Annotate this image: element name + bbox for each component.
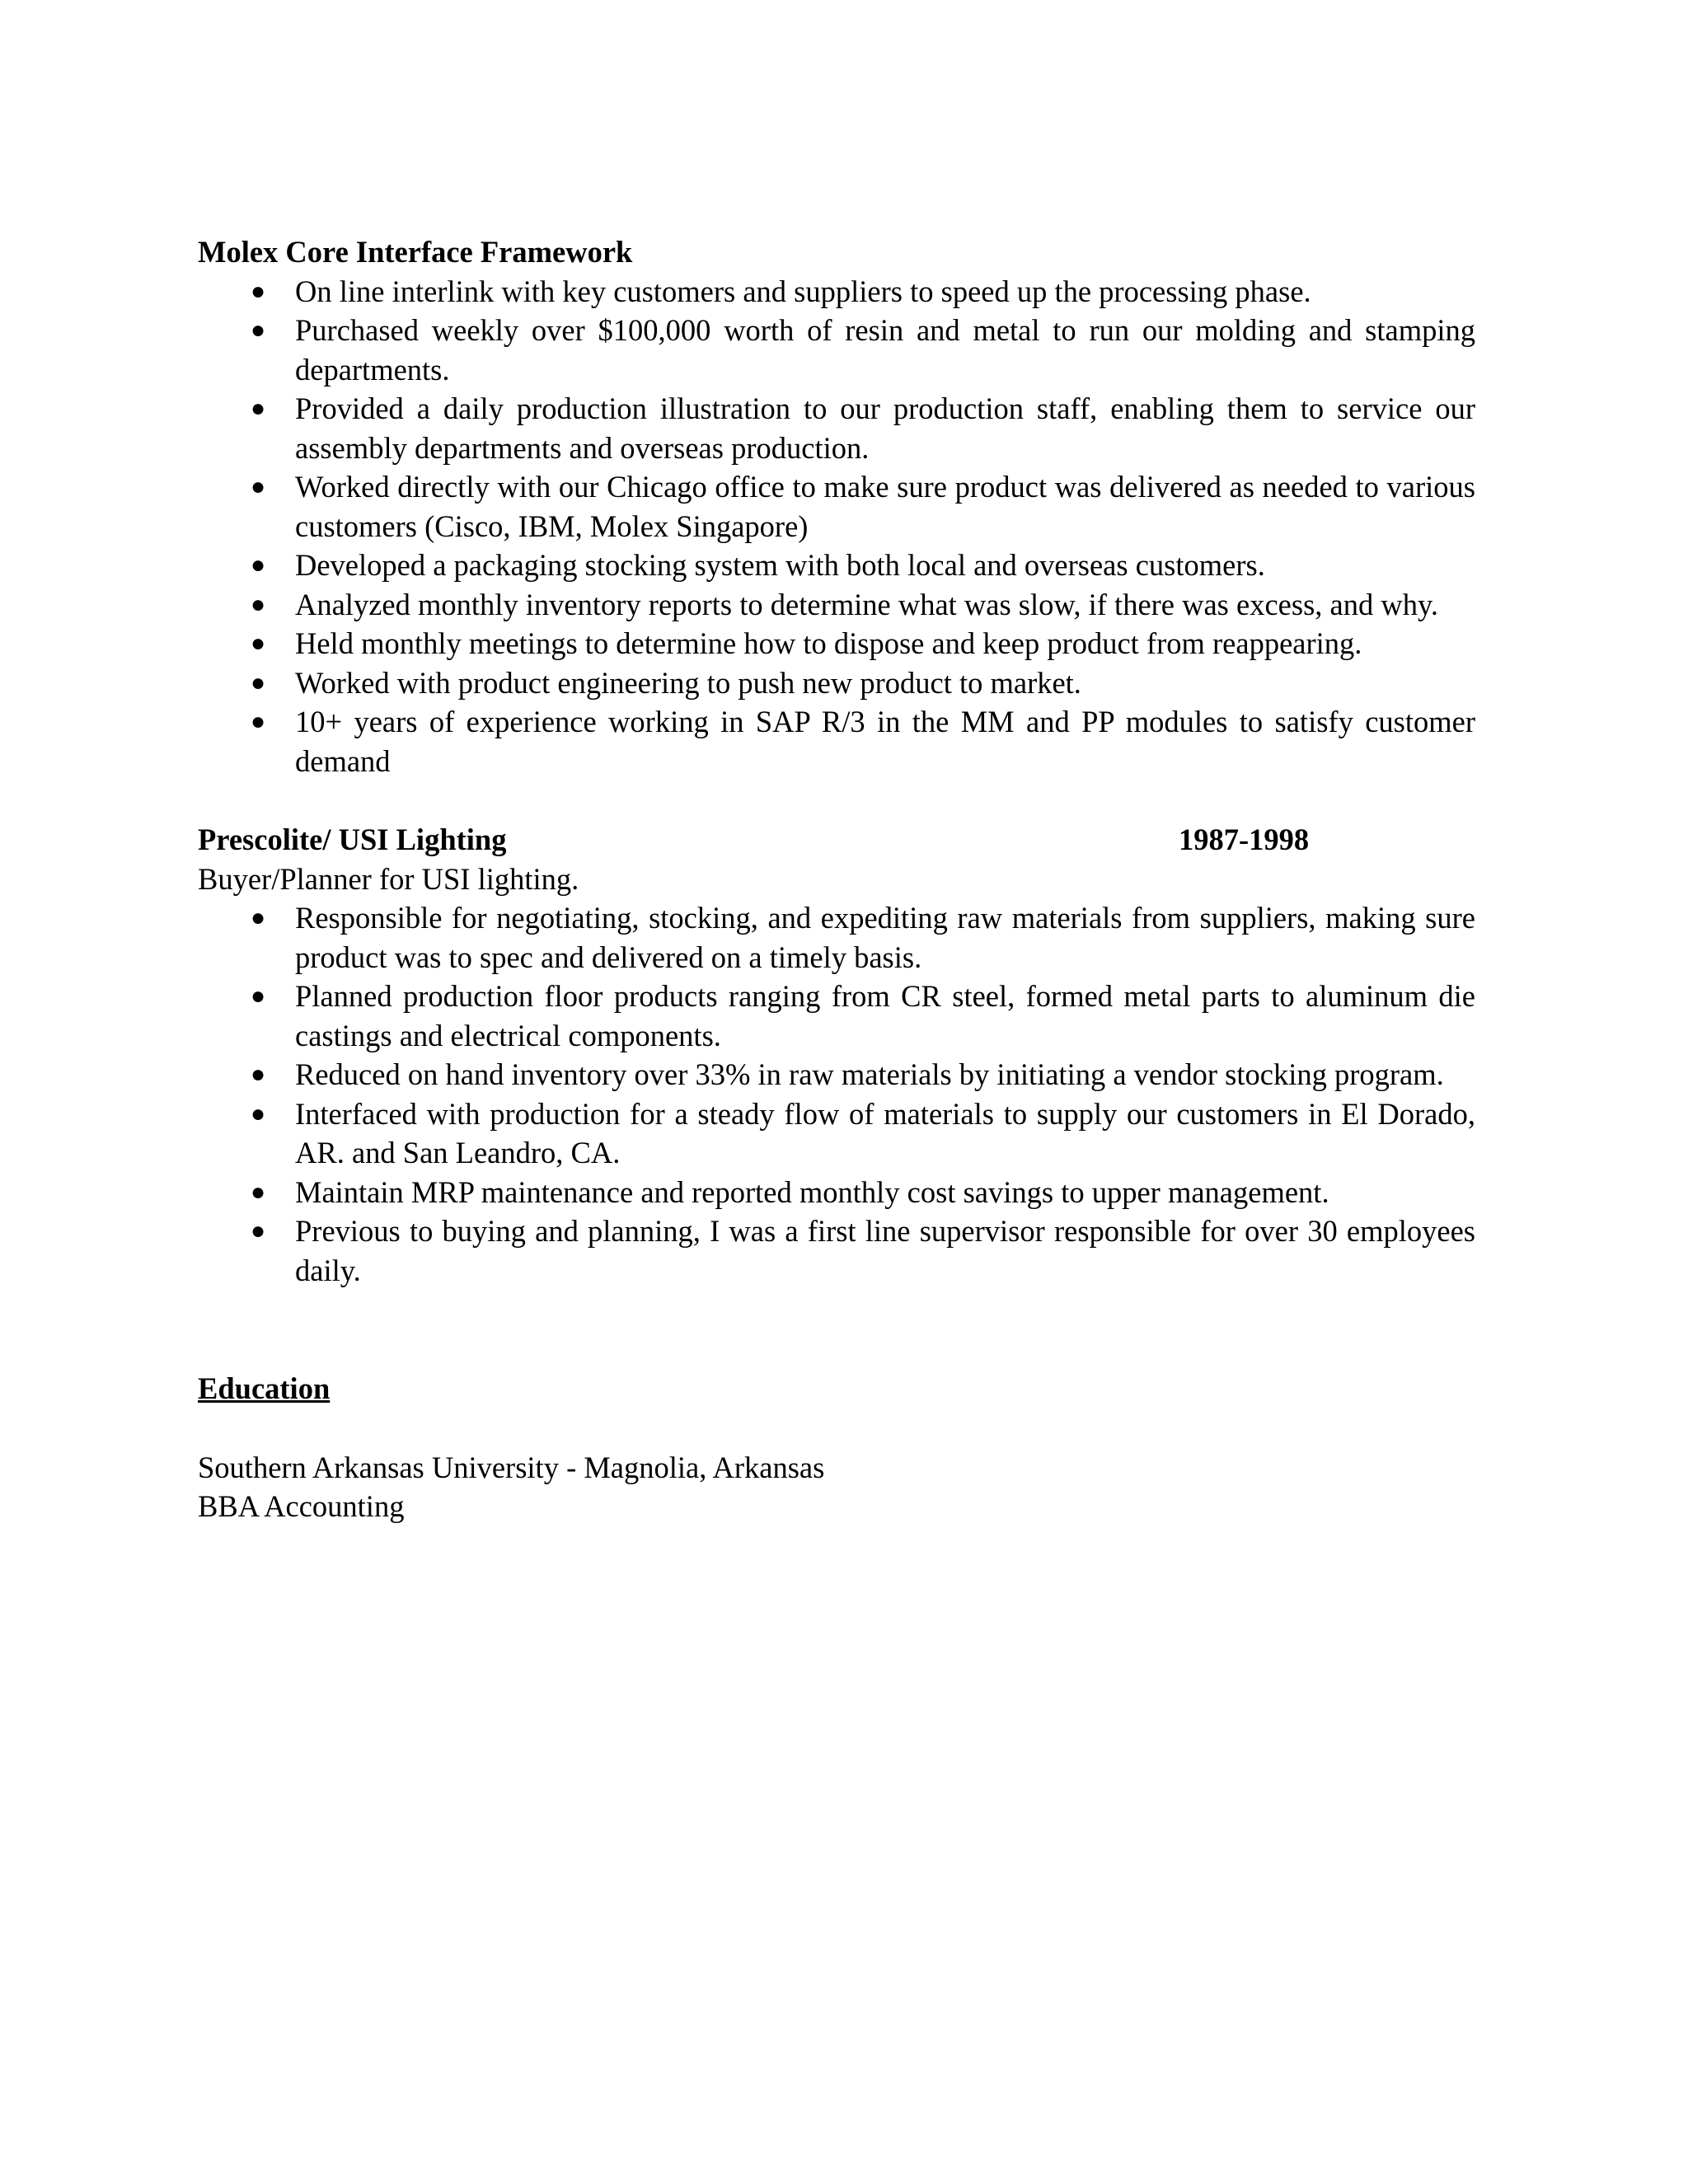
bullet-text: Purchased weekly over $100,000 worth of resin and metal to run our molding and stamping departments.: [295, 313, 1475, 387]
list-item: [198, 1055, 1475, 1094]
bullet-text: Interfaced with production for a steady flow of materials to supply our customers in El Dorado, AR. and San Leandro, CA.: [295, 1096, 1475, 1169]
bullet-icon: ●: [251, 1178, 266, 1206]
bullet-icon: ●: [251, 473, 266, 500]
bullet-text: Developed a packaging stocking system with both local and overseas customers.: [295, 548, 1265, 582]
bullet-icon: ●: [251, 1061, 266, 1088]
section-spacer: [198, 1408, 1475, 1448]
list-item: [198, 977, 1475, 1055]
bullet-icon: ●: [251, 1099, 266, 1127]
molex-bullet-list: [198, 272, 1475, 781]
prescolite-bullet-list: [198, 898, 1475, 1290]
bullet-text: 10+ years of experience working in SAP R/3 in the MM and PP modules to satisfy customer demand: [295, 705, 1475, 778]
bullet-icon: ●: [251, 395, 266, 422]
bullet-text: Responsible for negotiating, stocking, and expediting raw materials from suppliers, making sure product was to spec and delivered on a timely basis.: [295, 901, 1475, 974]
prescolite-years: 1987-1998: [1179, 823, 1310, 856]
section-spacer: [198, 1290, 1475, 1369]
list-item: [198, 467, 1475, 546]
bullet-text: Worked with product engineering to push new product to market.: [295, 665, 1081, 700]
bullet-icon: ●: [251, 630, 266, 657]
bullet-icon: ●: [251, 590, 266, 618]
list-item: [198, 663, 1475, 703]
list-item: [198, 585, 1475, 625]
bullet-text: Previous to buying and planning, I was a first line supervisor responsible for over 30 employees daily.: [295, 1214, 1475, 1287]
list-item: [198, 624, 1475, 663]
bullet-text: Planned production floor products ranging from CR steel, formed metal parts to aluminum die castings and electrical components.: [295, 979, 1475, 1052]
prescolite-role: Buyer/Planner for USI lighting.: [198, 861, 579, 896]
bullet-icon: ●: [251, 982, 266, 1010]
bullet-icon: ●: [251, 316, 266, 344]
bullet-text: Held monthly meetings to determine how to dispose and keep product from reappearing.: [295, 626, 1362, 660]
bullet-icon: ●: [251, 1217, 266, 1244]
education-degree: BBA Accounting: [198, 1489, 405, 1523]
list-item: [198, 1173, 1475, 1212]
education-heading: Education: [198, 1371, 331, 1405]
prescolite-heading: [198, 820, 1475, 860]
bullet-text: Maintain MRP maintenance and reported monthly cost savings to upper management.: [295, 1174, 1329, 1209]
list-item: [198, 546, 1475, 585]
resume-page: [198, 232, 1475, 1526]
list-item: [198, 1212, 1475, 1290]
bullet-icon: ●: [251, 668, 266, 696]
molex-section-title: Molex Core Interface Framework: [198, 235, 633, 269]
bullet-icon: ●: [251, 277, 266, 305]
bullet-text: Worked directly with our Chicago office to make sure product was delivered as needed to various customers (Cisco, IBM, Molex Singapore): [295, 470, 1475, 543]
list-item: [198, 702, 1475, 780]
list-item: [198, 311, 1475, 389]
list-item: [198, 389, 1475, 467]
bullet-text: Analyzed monthly inventory reports to determine what was slow, if there was excess, and why.: [295, 587, 1438, 621]
bullet-icon: ●: [251, 551, 266, 579]
bullet-text: On line interlink with key customers and suppliers to speed up the processing phase.: [295, 274, 1311, 308]
bullet-text: Reduced on hand inventory over 33% in raw materials by initiating a vendor stocking program.: [295, 1057, 1444, 1091]
list-item: [198, 272, 1475, 312]
bullet-text: Provided a daily production illustration to our production staff, enabling them to service our assembly departments and overseas production.: [295, 391, 1475, 465]
prescolite-company: Prescolite/ USI Lighting: [198, 823, 507, 856]
bullet-icon: ●: [251, 904, 266, 931]
section-spacer: [198, 780, 1475, 820]
list-item: [198, 898, 1475, 977]
list-item: [198, 1094, 1475, 1173]
bullet-icon: ●: [251, 708, 266, 735]
education-school: Southern Arkansas University - Magnolia, Arkansas: [198, 1450, 825, 1484]
